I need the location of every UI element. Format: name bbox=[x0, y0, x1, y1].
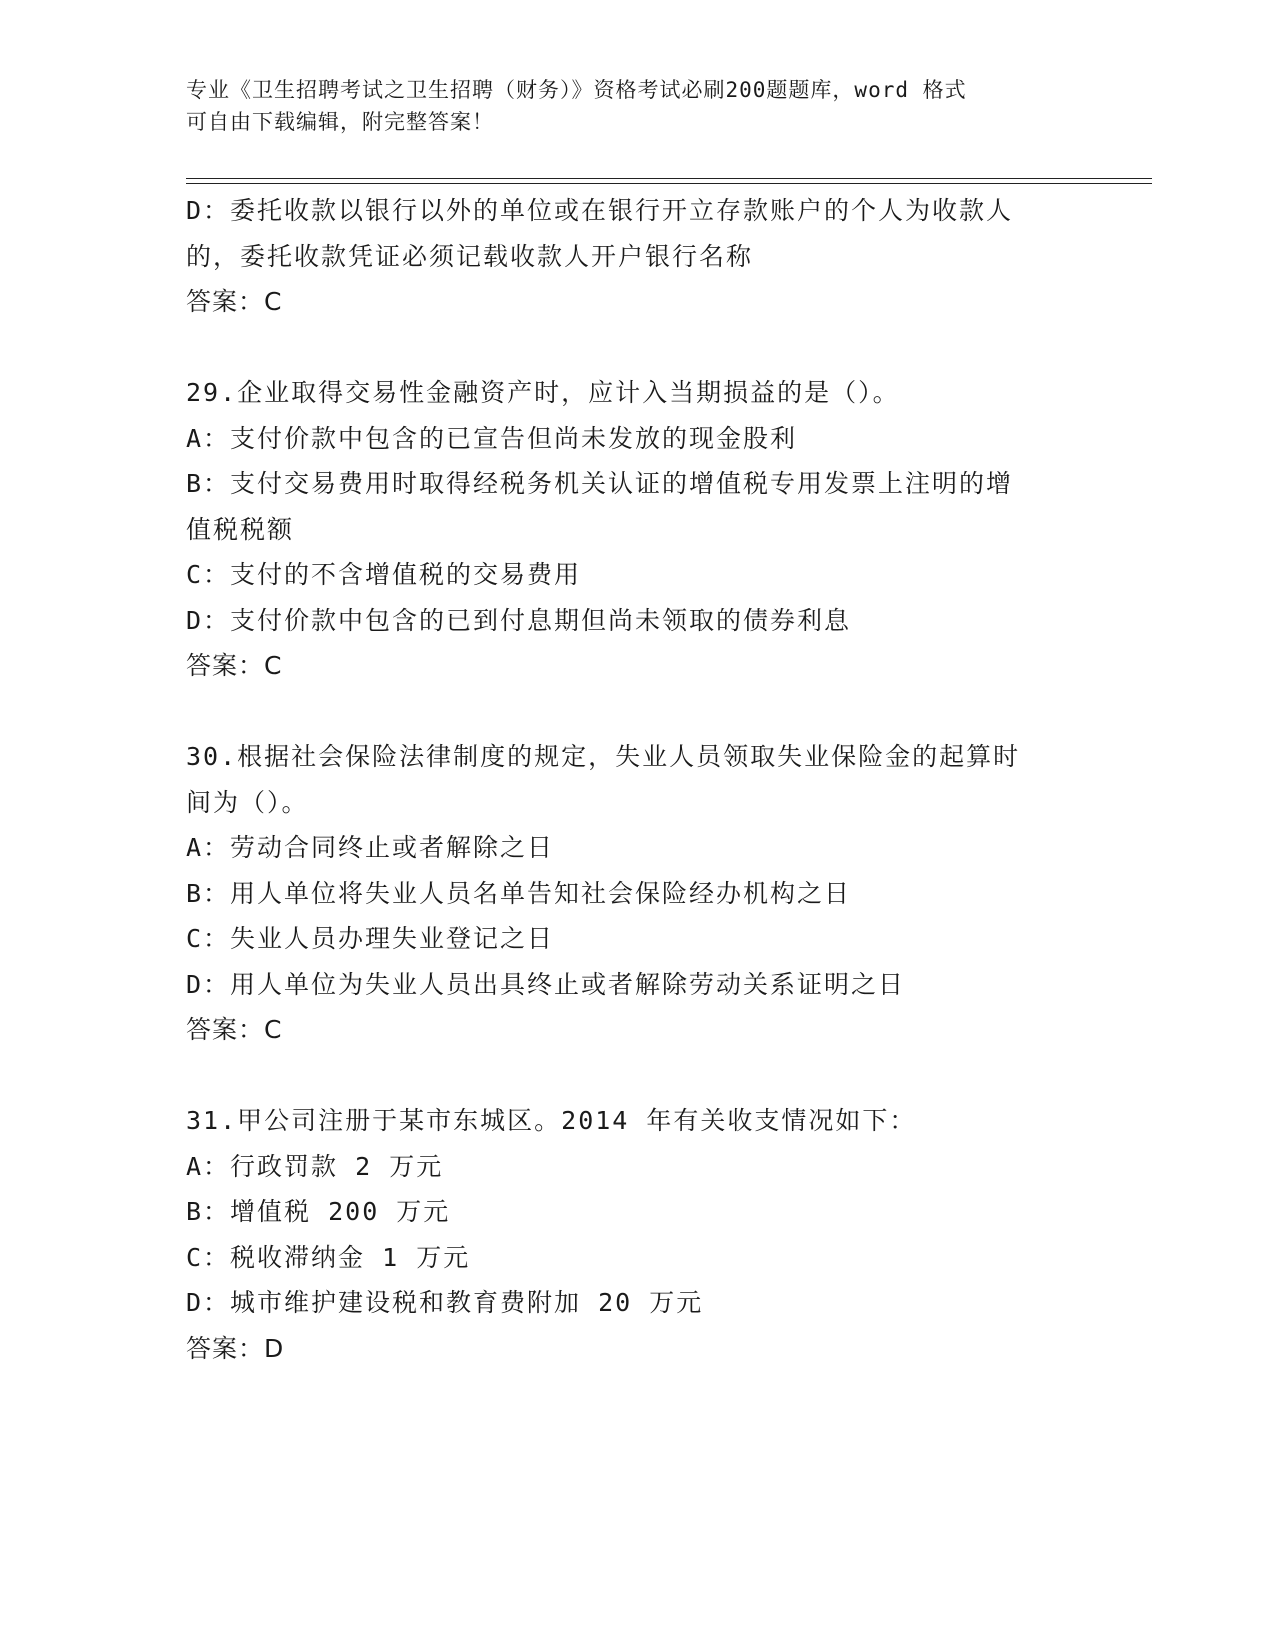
option-b-line-2: 值税税额 bbox=[186, 514, 295, 544]
document-header bbox=[186, 74, 1066, 138]
option-d: D：用人单位为失业人员出具终止或者解除劳动关系证明之日 bbox=[186, 969, 906, 999]
option-b: B：增值税 200 万元 bbox=[186, 1197, 451, 1226]
header-line-1: 专业《卫生招聘考试之卫生招聘（财务）》资格考试必刷200题题库，word 格式 bbox=[186, 78, 967, 102]
option-d: D：支付价款中包含的已到付息期但尚未领取的债券利息 bbox=[186, 605, 852, 635]
option-a: A：劳动合同终止或者解除之日 bbox=[186, 833, 555, 862]
header-divider bbox=[186, 178, 1152, 184]
answer-line: 答案：C bbox=[186, 1015, 283, 1044]
answer-line: 答案：D bbox=[186, 1333, 285, 1363]
answer-line: 答案：C bbox=[186, 287, 283, 316]
question-stem: 29.企业取得交易性金融资产时，应计入当期损益的是（）。 bbox=[186, 378, 900, 407]
option-d-line-1: D：委托收款以银行以外的单位或在银行开立存款账户的个人为收款人 bbox=[186, 196, 1014, 225]
question-stem: 31.甲公司注册于某市东城区。2014 年有关收支情况如下： bbox=[186, 1106, 917, 1135]
option-c: C：支付的不含增值税的交易费用 bbox=[186, 560, 582, 589]
header-line-2: 可自由下载编辑，附完整答案！ bbox=[186, 110, 494, 134]
question-block-prev bbox=[186, 188, 1086, 325]
answer-line: 答案：C bbox=[186, 651, 283, 680]
spacer bbox=[186, 689, 1086, 735]
question-list bbox=[186, 188, 1086, 1371]
question-block-31 bbox=[186, 1098, 1086, 1371]
question-stem-line-2: 间为（）。 bbox=[186, 787, 309, 817]
option-a: A：行政罚款 2 万元 bbox=[186, 1151, 444, 1181]
question-block-30 bbox=[186, 734, 1086, 1053]
option-a: A：支付价款中包含的已宣告但尚未发放的现金股利 bbox=[186, 423, 798, 453]
question-stem-line-1: 30.根据社会保险法律制度的规定，失业人员领取失业保险金的起算时 bbox=[186, 742, 1021, 771]
option-b: B：用人单位将失业人员名单告知社会保险经办机构之日 bbox=[186, 878, 852, 908]
option-b-line-1: B：支付交易费用时取得经税务机关认证的增值税专用发票上注明的增 bbox=[186, 469, 1014, 498]
option-c: C：税收滞纳金 1 万元 bbox=[186, 1242, 471, 1272]
spacer bbox=[186, 1053, 1086, 1099]
question-block-29 bbox=[186, 370, 1086, 689]
spacer bbox=[186, 325, 1086, 371]
option-c: C：失业人员办理失业登记之日 bbox=[186, 924, 555, 953]
option-d: D：城市维护建设税和教育费附加 20 万元 bbox=[186, 1288, 704, 1317]
option-d-line-2: 的，委托收款凭证必须记载收款人开户银行名称 bbox=[186, 241, 754, 271]
